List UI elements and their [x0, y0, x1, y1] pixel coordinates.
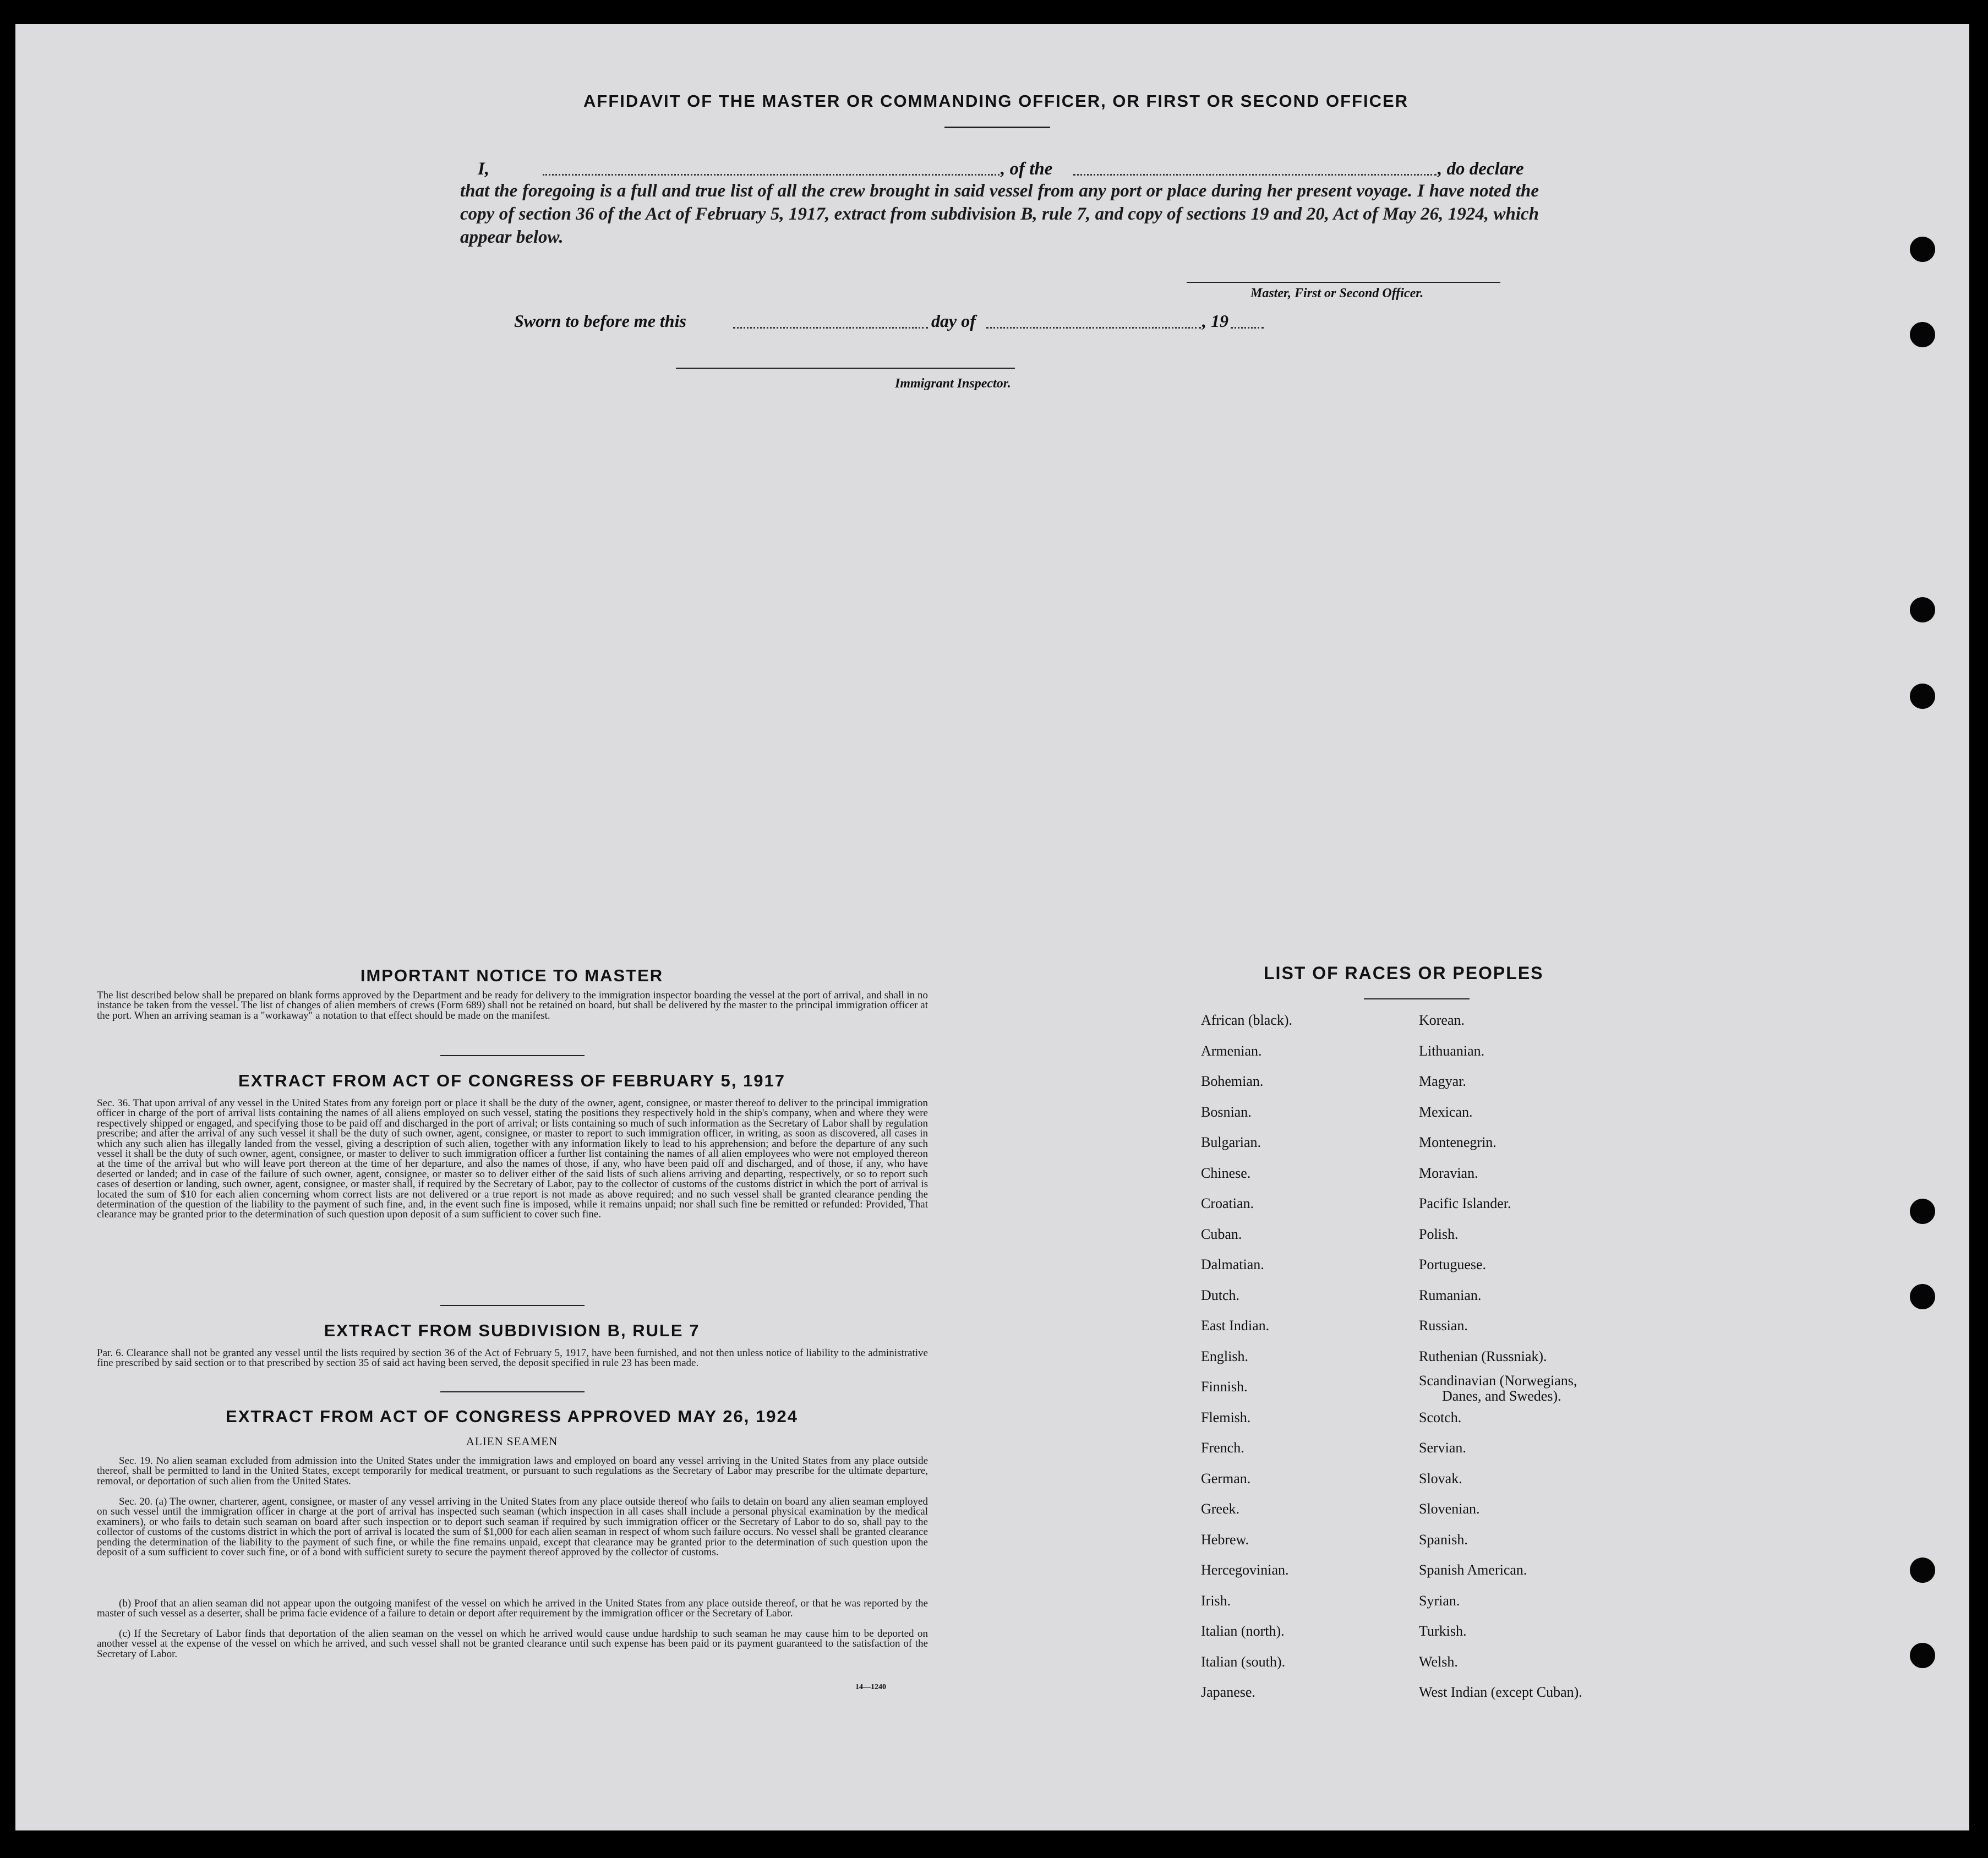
race-item: Chinese. [1201, 1165, 1251, 1181]
punch-hole [1910, 1199, 1935, 1224]
sec-20b-text: (b) Proof that an alien seaman did not appear upon the outgoing manifest of the vessel on which he arrived in the United States from any place outside thereof, or that he was reported by the master of such vessel as a deserter, shall be prima facie evidence of a failure to detain or deport after requirement by the immigration officer or the Secretary of Labor. [97, 1598, 928, 1620]
signature-line[interactable] [1187, 282, 1500, 283]
inspector-signature-line[interactable] [676, 368, 1015, 369]
form-number: 14—1240 [855, 1683, 886, 1691]
do-declare-label: , do declare [1438, 159, 1524, 179]
race-item: German. [1201, 1470, 1251, 1487]
race-item: Montenegrin. [1419, 1134, 1497, 1150]
race-item: East Indian. [1201, 1318, 1270, 1334]
i-label: I, [478, 159, 490, 179]
race-item: African (black). [1201, 1012, 1293, 1028]
race-item: Pacific Islander. [1419, 1195, 1511, 1211]
punch-hole [1910, 1284, 1935, 1309]
race-item: Portuguese. [1419, 1256, 1487, 1272]
race-item: Bosnian. [1201, 1103, 1252, 1120]
sworn-label: Sworn to before me this [514, 311, 686, 331]
race-item: Korean. [1419, 1012, 1465, 1028]
race-item: Lithuanian. [1419, 1042, 1485, 1059]
race-item: English. [1201, 1348, 1248, 1364]
punch-hole [1910, 597, 1935, 622]
punch-hole [1910, 684, 1935, 709]
race-item: Croatian. [1201, 1195, 1254, 1211]
race-item: Spanish American. [1419, 1562, 1527, 1578]
race-item: Slovenian. [1419, 1501, 1480, 1517]
extract-1917-body: Sec. 36. That upon arrival of any vessel in the United States from any foreign port or place it shall be the duty of the owner, agent, consignee, or master thereof to deliver to the principal immigration officer in charge of the port of arrival lists containing the names of all aliens employed on such vessel, stating the positions they respectively hold in the ship's company, when and where they were respectively shipped or engaged, and specifying those to be paid off and discharged in the port of arrival; or lists containing so much of such information as the Secretary of Labor shall by regulation prescribe; and after the arrival of any such vessel it shall be the duty of such owner, agent, consignee, or master to report to such immigration officer, in writing, as soon as discovered, all cases in which any such alien has illegally landed from the vessel, giving a description of such alien, together with any information likely to lead to his apprehension; and before the departure of any such vessel it shall be the duty of such owner, agent, consignee, or master to deliver to such immigration officer a further list containing the names of all alien employees who were not employed thereon at the time of the arrival but who will leave port thereon at the time of her departure, and also the names of those, if any, who have been paid off and discharged, and of those, if any, who have deserted or landed; and in case of the failure of such owner, agent, consignee, or master so to deliver either of the said lists of such aliens arriving and departing, respectively, or so to report such cases of desertion or landing, such owner, agent, consignee, or master shall, if required by the Secretary of Labor, pay to the collector of customs of the customs district in which the port of arrival is located the sum of $10 for each alien concerning whom correct lists are not delivered or a true report is not made as above required; and no such vessel shall be granted clearance pending the determination of the question of the liability to the payment of such fine, and, in the event such fine is imposed, while it remains unpaid; nor shall such fine be remitted or refunded: Provided, That clearance may be granted prior to the determination of such question upon deposit of a sum sufficient to cover such fine. [97, 1097, 928, 1221]
race-item: Ruthenian (Russniak). [1419, 1348, 1547, 1364]
race-item: Finnish. [1201, 1379, 1248, 1395]
race-item: Hebrew. [1201, 1531, 1249, 1548]
race-item: Russian. [1419, 1318, 1468, 1334]
sec-20c-text: (c) If the Secretary of Labor finds that deportation of the alien seaman on the vessel on which he arrived would cause undue hardship to such seaman he may cause him to be deported on another vessel at the expense of the vessel on which he arrived, and such vessel shall not be granted clearance until such expense has been paid or its payment guaranteed to the satisfaction of the Secretary of Labor. [97, 1628, 928, 1660]
punch-hole [1910, 237, 1935, 262]
extract-1924-title: EXTRACT FROM ACT OF CONGRESS APPROVED MAY 26, 1924 [226, 1407, 798, 1426]
race-item: Scandinavian (Norwegians, [1419, 1373, 1577, 1389]
race-item: Servian. [1419, 1440, 1466, 1456]
races-title: LIST OF RACES OR PEOPLES [1264, 963, 1544, 983]
notice-title: IMPORTANT NOTICE TO MASTER [360, 966, 664, 985]
race-item: Dalmatian. [1201, 1256, 1264, 1272]
race-item: Italian (north). [1201, 1623, 1285, 1639]
race-item: Italian (south). [1201, 1653, 1286, 1670]
race-item: Rumanian. [1419, 1287, 1482, 1303]
race-item: French. [1201, 1440, 1244, 1456]
divider [440, 1391, 585, 1392]
year-label: , 19 [1202, 311, 1228, 331]
notice-body: The list described below shall be prepared on blank forms approved by the Department and be ready for delivery to the immigration inspector boarding the vessel at the port of arrival, and shall in no instance be taken from the vessel. The list of changes of alien members of crews (Form 689) shall not be retained on board, but shall be delivered by the master to the principal immigration officer at the port. When an arriving seaman is a "workaway" a notation to that effect should be made on the manifest. [97, 990, 928, 1021]
races-divider [1364, 998, 1470, 999]
race-item: Armenian. [1201, 1042, 1262, 1059]
declaration-text: that the foregoing is a full and true list of all the crew brought in said vessel from any port or place during her present voyage. I have noted the copy of section 36 of the Act of February 5, 1917, extract from subdivision B, rule 7, and copy of sections 19 and 20, Act of May 26, 1924, which appear below. [460, 181, 1539, 247]
sec-20a-text: Sec. 20. (a) The owner, charterer, agent, consignee, or master of any vessel arriving in the United States from any place outside thereof who fails to detain on board any alien seaman employed on such vessel until the immigration officer in charge at the port of arrival has inspected such seaman (which inspection in all cases shall include a personal physical examination by the medical examiners), or who fails to detain such seaman on board after such inspection or to deport such seaman if required by such immigration officer or the Secretary of Labor to do so, shall pay to the collector of customs of the customs district in which the port of arrival is located the sum of $1,000 for each alien seaman in respect of whom such failure occurs. No vessel shall be granted clearance pending the determination of the liability to the payment of such fine, or while the fine remains unpaid, except that clearance may be granted prior to the determination of such question upon the deposit of a sum sufficient to cover such fine, or of a bond with sufficient surety to secure the payment thereof approved by the collector of customs. [97, 1496, 928, 1559]
sworn-month-field[interactable] [986, 327, 1201, 329]
extract-1924-subtitle: ALIEN SEAMEN [466, 1435, 558, 1448]
race-item: Mexican. [1419, 1103, 1473, 1120]
punch-hole [1910, 1643, 1935, 1668]
race-item: Cuban. [1201, 1226, 1242, 1242]
race-item: West Indian (except Cuban). [1419, 1684, 1582, 1700]
punch-hole [1910, 1558, 1935, 1583]
race-item: Flemish. [1201, 1409, 1251, 1425]
of-the-label: , of the [1001, 159, 1053, 179]
sworn-year-field[interactable] [1231, 327, 1264, 329]
race-item: Greek. [1201, 1501, 1240, 1517]
signature-caption: Master, First or Second Officer. [1250, 286, 1424, 300]
affidavit-title: AFFIDAVIT OF THE MASTER OR COMMANDING OFFICER, OR FIRST OR SECOND OFFICER [583, 91, 1409, 111]
race-item: Magyar. [1419, 1073, 1466, 1089]
race-item: Turkish. [1419, 1623, 1467, 1639]
punch-hole [1910, 322, 1935, 347]
race-item: Syrian. [1419, 1592, 1460, 1609]
race-item: Bulgarian. [1201, 1134, 1261, 1150]
race-item: Hercegovinian. [1201, 1562, 1289, 1578]
inspector-caption: Immigrant Inspector. [895, 376, 1011, 391]
race-item: Moravian. [1419, 1165, 1478, 1181]
vessel-field[interactable] [1073, 174, 1437, 176]
sec-19-text: Sec. 19. No alien seaman excluded from admission into the United States under the immigration laws and employed on board any vessel arriving in the United States from any place outside thereof, shall be permitted to land in the United States, except temporarily for medical treatment, or pursuant to such regulations as the Secretary of Labor may prescribe for the ultimate departure, removal, or deportation of such alien from the United States. [97, 1455, 928, 1487]
race-item: Polish. [1419, 1226, 1459, 1242]
race-item: Danes, and Swedes). [1442, 1388, 1561, 1404]
title-divider [944, 127, 1050, 128]
day-of-label: day of [931, 311, 976, 331]
race-item: Slovak. [1419, 1470, 1462, 1487]
sworn-day-field[interactable] [733, 327, 928, 329]
divider [440, 1305, 585, 1306]
race-item: Japanese. [1201, 1684, 1255, 1700]
extract-rule7-body: Par. 6. Clearance shall not be granted any vessel until the lists required by section 36 of the Act of February 5, 1917, have been furnished, and not then unless notice of liability to the administrative fine prescribed by said section or to that prescribed by section 35 of said act having been served, the deposit specified in rule 23 has been made. [97, 1347, 928, 1369]
race-item: Dutch. [1201, 1287, 1240, 1303]
extract-rule7-title: EXTRACT FROM SUBDIVISION B, RULE 7 [324, 1321, 700, 1340]
divider [440, 1055, 585, 1056]
extract-1917-title: EXTRACT FROM ACT OF CONGRESS OF FEBRUARY 5, 1917 [238, 1071, 785, 1090]
race-item: Welsh. [1419, 1653, 1458, 1670]
form-sheet [15, 24, 1969, 1830]
name-field[interactable] [543, 174, 1000, 176]
race-item: Bohemian. [1201, 1073, 1264, 1089]
race-item: Irish. [1201, 1592, 1231, 1609]
race-item: Scotch. [1419, 1409, 1462, 1425]
race-item: Spanish. [1419, 1531, 1468, 1548]
